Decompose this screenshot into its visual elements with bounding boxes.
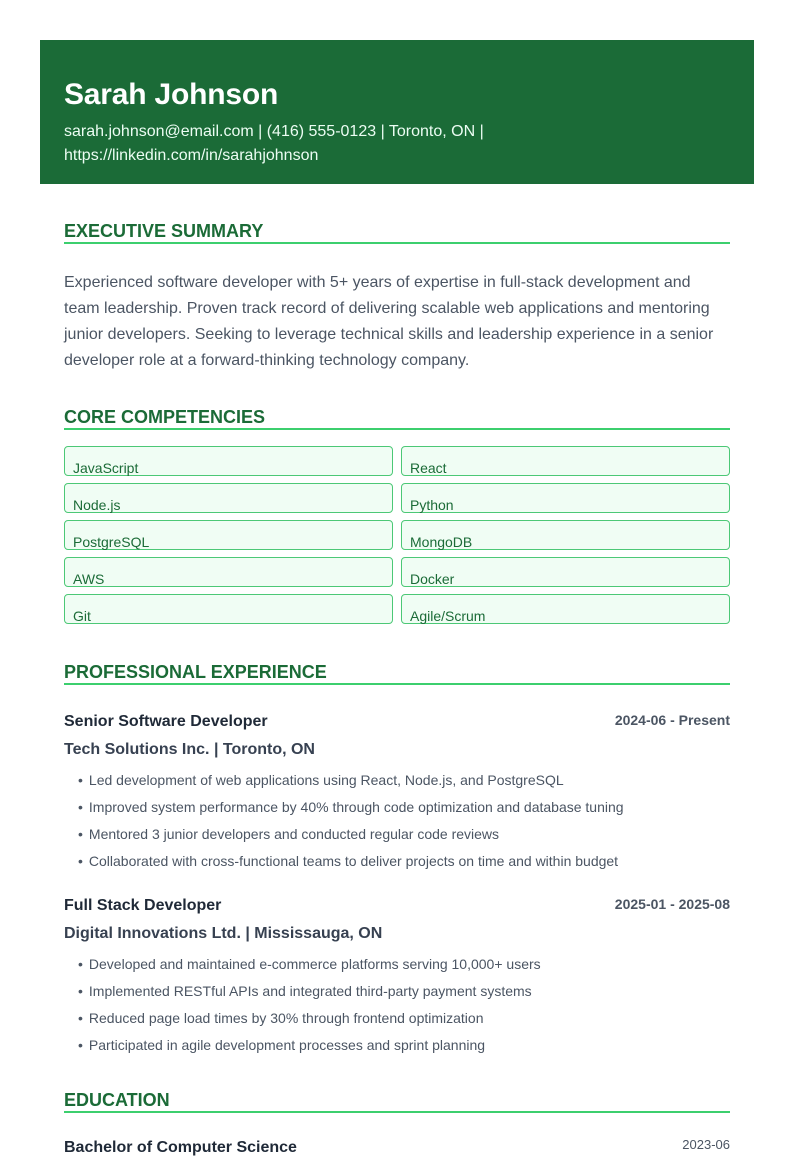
experience-heading: PROFESSIONAL EXPERIENCE — [64, 661, 730, 685]
skill-tag: JavaScript — [64, 446, 393, 476]
job-entry — [64, 895, 730, 1059]
skill-tag: MongoDB — [401, 520, 730, 550]
job-dates: 2025-01 - 2025-08 — [614, 896, 730, 912]
resume-body — [64, 220, 730, 1159]
education-heading: EDUCATION — [64, 1089, 730, 1113]
bullet-item: • Developed and maintained e-commerce platforms serving 10,000+ users — [78, 951, 730, 978]
job-title: Senior Software Developer — [64, 713, 268, 730]
skill-tag: React — [401, 446, 730, 476]
job-dates: 2024-06 - Present — [614, 712, 730, 728]
bullet-item: • Collaborated with cross-functional teams to deliver projects on time and within budget — [78, 848, 730, 875]
bullet-item: • Implemented RESTful APIs and integrated third-party payment systems — [78, 978, 730, 1005]
candidate-name: Sarah Johnson — [64, 78, 279, 111]
summary-text: Experienced software developer with 5+ years of expertise in full-stack development and team leadership. Proven track record of delivering scalable web applications and mentoring junior developers. Seeking to leverage technical skills and leadership experience in a senior developer role at a forward-thinking technology company. — [64, 274, 714, 369]
job-bullets — [64, 767, 730, 875]
skill-tag: AWS — [64, 557, 393, 587]
summary-heading: EXECUTIVE SUMMARY — [64, 220, 730, 244]
degree-title: Bachelor of Computer Science — [64, 1139, 297, 1156]
competencies-grid — [64, 446, 730, 624]
bullet-item: • Led development of web applications using React, Node.js, and PostgreSQL — [78, 767, 730, 794]
contact-info: sarah.johnson@email.com | (416) 555-0123 | Toronto, ON | https://linkedin.com/in/sarahjohnson — [64, 123, 484, 164]
job-entry — [64, 711, 730, 875]
bullet-item: • Reduced page load times by 30% through frontend optimization — [78, 1005, 730, 1032]
bullet-item: • Participated in agile development processes and sprint planning — [78, 1032, 730, 1059]
bullet-item: • Mentored 3 junior developers and conducted regular code reviews — [78, 821, 730, 848]
job-title: Full Stack Developer — [64, 897, 222, 914]
skill-tag: Docker — [401, 557, 730, 587]
skill-tag: PostgreSQL — [64, 520, 393, 550]
competencies-heading: CORE COMPETENCIES — [64, 406, 730, 430]
bullet-item: • Improved system performance by 40% through code optimization and database tuning — [78, 794, 730, 821]
degree-date: 2023-06 — [682, 1137, 730, 1152]
job-bullets — [64, 951, 730, 1059]
job-company: Tech Solutions Inc. | Toronto, ON — [64, 741, 315, 758]
job-company: Digital Innovations Ltd. | Mississauga, ON — [64, 925, 383, 942]
skill-tag: Node.js — [64, 483, 393, 513]
skill-tag: Agile/Scrum — [401, 594, 730, 624]
education-entry — [64, 1137, 730, 1159]
skill-tag: Python — [401, 483, 730, 513]
resume-header — [40, 40, 754, 184]
skill-tag: Git — [64, 594, 393, 624]
